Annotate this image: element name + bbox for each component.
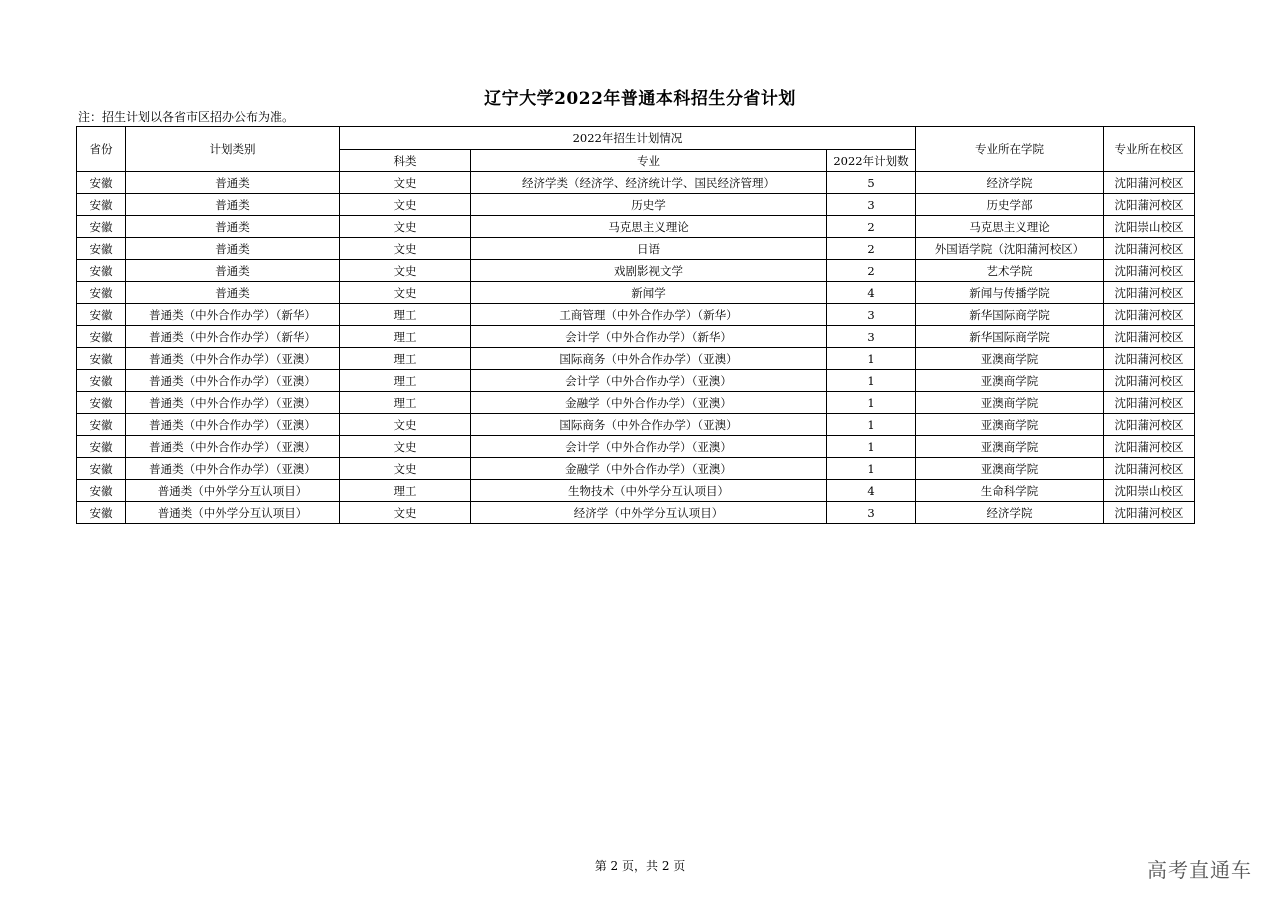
cell-college: 经济学院	[916, 502, 1104, 524]
header-province: 省份	[77, 127, 126, 172]
cell-college: 新华国际商学院	[916, 304, 1104, 326]
cell-count: 4	[827, 282, 916, 304]
cell-subject: 文史	[340, 238, 471, 260]
header-plan-type: 计划类别	[126, 127, 340, 172]
cell-major: 金融学（中外合作办学）（亚澳）	[471, 392, 827, 414]
cell-province: 安徽	[77, 370, 126, 392]
table-row	[77, 458, 1195, 480]
cell-count: 1	[827, 370, 916, 392]
cell-count: 4	[827, 480, 916, 502]
cell-major: 日语	[471, 238, 827, 260]
table-row	[77, 392, 1195, 414]
cell-college: 亚澳商学院	[916, 348, 1104, 370]
cell-count: 1	[827, 458, 916, 480]
cell-campus: 沈阳蒲河校区	[1104, 282, 1195, 304]
table-row	[77, 194, 1195, 216]
cell-campus: 沈阳蒲河校区	[1104, 436, 1195, 458]
cell-campus: 沈阳蒲河校区	[1104, 502, 1195, 524]
cell-major: 生物技术（中外学分互认项目）	[471, 480, 827, 502]
document-title: 辽宁大学2022年普通本科招生分省计划	[484, 89, 796, 109]
cell-college: 亚澳商学院	[916, 458, 1104, 480]
table-row	[77, 414, 1195, 436]
cell-plan-type: 普通类（中外合作办学）（亚澳）	[126, 348, 340, 370]
header-count: 2022年计划数	[827, 150, 916, 172]
cell-subject: 文史	[340, 282, 471, 304]
cell-college: 经济学院	[916, 172, 1104, 194]
cell-campus: 沈阳蒲河校区	[1104, 238, 1195, 260]
enrollment-plan-table	[76, 126, 1195, 524]
cell-college: 亚澳商学院	[916, 436, 1104, 458]
cell-plan-type: 普通类	[126, 238, 340, 260]
cell-major: 会计学（中外合作办学）（新华）	[471, 326, 827, 348]
cell-college: 马克思主义理论	[916, 216, 1104, 238]
cell-college: 艺术学院	[916, 260, 1104, 282]
table-row	[77, 216, 1195, 238]
header-major: 专业	[471, 150, 827, 172]
watermark-text: 高考直通车	[1147, 858, 1252, 882]
table-row	[77, 282, 1195, 304]
cell-college: 亚澳商学院	[916, 392, 1104, 414]
cell-subject: 文史	[340, 172, 471, 194]
cell-subject: 理工	[340, 348, 471, 370]
cell-province: 安徽	[77, 392, 126, 414]
cell-count: 3	[827, 502, 916, 524]
cell-province: 安徽	[77, 260, 126, 282]
cell-province: 安徽	[77, 348, 126, 370]
cell-count: 1	[827, 436, 916, 458]
cell-plan-type: 普通类（中外合作办学）（新华）	[126, 326, 340, 348]
header-plan-group: 2022年招生计划情况	[340, 127, 916, 150]
cell-plan-type: 普通类（中外合作办学）（亚澳）	[126, 370, 340, 392]
cell-college: 生命科学院	[916, 480, 1104, 502]
cell-campus: 沈阳蒲河校区	[1104, 414, 1195, 436]
cell-campus: 沈阳蒲河校区	[1104, 458, 1195, 480]
cell-major: 会计学（中外合作办学）（亚澳）	[471, 370, 827, 392]
cell-plan-type: 普通类（中外合作办学）（亚澳）	[126, 436, 340, 458]
cell-major: 历史学	[471, 194, 827, 216]
cell-count: 1	[827, 414, 916, 436]
cell-plan-type: 普通类（中外合作办学）（新华）	[126, 304, 340, 326]
cell-major: 工商管理（中外合作办学）（新华）	[471, 304, 827, 326]
cell-province: 安徽	[77, 436, 126, 458]
cell-major: 会计学（中外合作办学）（亚澳）	[471, 436, 827, 458]
table-row	[77, 370, 1195, 392]
cell-plan-type: 普通类	[126, 216, 340, 238]
table-row	[77, 502, 1195, 524]
table-row	[77, 238, 1195, 260]
table-body	[77, 172, 1195, 524]
cell-plan-type: 普通类（中外合作办学）（亚澳）	[126, 392, 340, 414]
cell-college: 外国语学院（沈阳蒲河校区）	[916, 238, 1104, 260]
cell-subject: 文史	[340, 458, 471, 480]
cell-province: 安徽	[77, 172, 126, 194]
cell-campus: 沈阳蒲河校区	[1104, 304, 1195, 326]
cell-count: 1	[827, 348, 916, 370]
cell-province: 安徽	[77, 238, 126, 260]
header-subject: 科类	[340, 150, 471, 172]
cell-province: 安徽	[77, 414, 126, 436]
cell-subject: 文史	[340, 194, 471, 216]
cell-count: 3	[827, 304, 916, 326]
cell-campus: 沈阳崇山校区	[1104, 480, 1195, 502]
cell-major: 经济学类（经济学、经济统计学、国民经济管理）	[471, 172, 827, 194]
cell-province: 安徽	[77, 480, 126, 502]
page-footer: 第 2 页，共 2 页	[594, 859, 686, 873]
cell-count: 3	[827, 326, 916, 348]
cell-college: 亚澳商学院	[916, 370, 1104, 392]
cell-major: 金融学（中外合作办学）（亚澳）	[471, 458, 827, 480]
cell-college: 新华国际商学院	[916, 326, 1104, 348]
cell-subject: 理工	[340, 304, 471, 326]
cell-major: 国际商务（中外合作办学）（亚澳）	[471, 414, 827, 436]
cell-subject: 理工	[340, 370, 471, 392]
header-campus: 专业所在校区	[1104, 127, 1195, 172]
cell-plan-type: 普通类（中外学分互认项目）	[126, 502, 340, 524]
cell-plan-type: 普通类	[126, 172, 340, 194]
cell-province: 安徽	[77, 194, 126, 216]
cell-college: 历史学部	[916, 194, 1104, 216]
cell-plan-type: 普通类	[126, 282, 340, 304]
cell-subject: 文史	[340, 502, 471, 524]
cell-major: 国际商务（中外合作办学）（亚澳）	[471, 348, 827, 370]
cell-plan-type: 普通类（中外合作办学）（亚澳）	[126, 458, 340, 480]
cell-subject: 文史	[340, 436, 471, 458]
cell-plan-type: 普通类（中外学分互认项目）	[126, 480, 340, 502]
cell-campus: 沈阳蒲河校区	[1104, 260, 1195, 282]
cell-subject: 理工	[340, 480, 471, 502]
cell-major: 新闻学	[471, 282, 827, 304]
cell-major: 戏剧影视文学	[471, 260, 827, 282]
cell-count: 1	[827, 392, 916, 414]
header-college: 专业所在学院	[916, 127, 1104, 172]
cell-subject: 文史	[340, 414, 471, 436]
cell-college: 亚澳商学院	[916, 414, 1104, 436]
cell-count: 5	[827, 172, 916, 194]
cell-campus: 沈阳蒲河校区	[1104, 194, 1195, 216]
table-row	[77, 480, 1195, 502]
cell-subject: 理工	[340, 392, 471, 414]
cell-campus: 沈阳蒲河校区	[1104, 392, 1195, 414]
table-row	[77, 260, 1195, 282]
cell-province: 安徽	[77, 282, 126, 304]
cell-campus: 沈阳蒲河校区	[1104, 326, 1195, 348]
cell-province: 安徽	[77, 502, 126, 524]
cell-campus: 沈阳蒲河校区	[1104, 370, 1195, 392]
cell-plan-type: 普通类	[126, 194, 340, 216]
cell-count: 3	[827, 194, 916, 216]
cell-province: 安徽	[77, 458, 126, 480]
cell-campus: 沈阳蒲河校区	[1104, 172, 1195, 194]
table-row	[77, 326, 1195, 348]
cell-count: 2	[827, 238, 916, 260]
cell-subject: 理工	[340, 326, 471, 348]
cell-major: 经济学（中外学分互认项目）	[471, 502, 827, 524]
cell-subject: 文史	[340, 216, 471, 238]
cell-campus: 沈阳蒲河校区	[1104, 348, 1195, 370]
note-text: 注：招生计划以各省市区招办公布为准。	[78, 110, 295, 124]
table-row	[77, 304, 1195, 326]
cell-plan-type: 普通类（中外合作办学）（亚澳）	[126, 414, 340, 436]
cell-plan-type: 普通类	[126, 260, 340, 282]
cell-province: 安徽	[77, 216, 126, 238]
cell-province: 安徽	[77, 304, 126, 326]
cell-college: 新闻与传播学院	[916, 282, 1104, 304]
cell-subject: 文史	[340, 260, 471, 282]
table-row	[77, 348, 1195, 370]
table-row	[77, 172, 1195, 194]
table-row	[77, 436, 1195, 458]
cell-major: 马克思主义理论	[471, 216, 827, 238]
cell-province: 安徽	[77, 326, 126, 348]
cell-count: 2	[827, 216, 916, 238]
cell-count: 2	[827, 260, 916, 282]
cell-campus: 沈阳崇山校区	[1104, 216, 1195, 238]
